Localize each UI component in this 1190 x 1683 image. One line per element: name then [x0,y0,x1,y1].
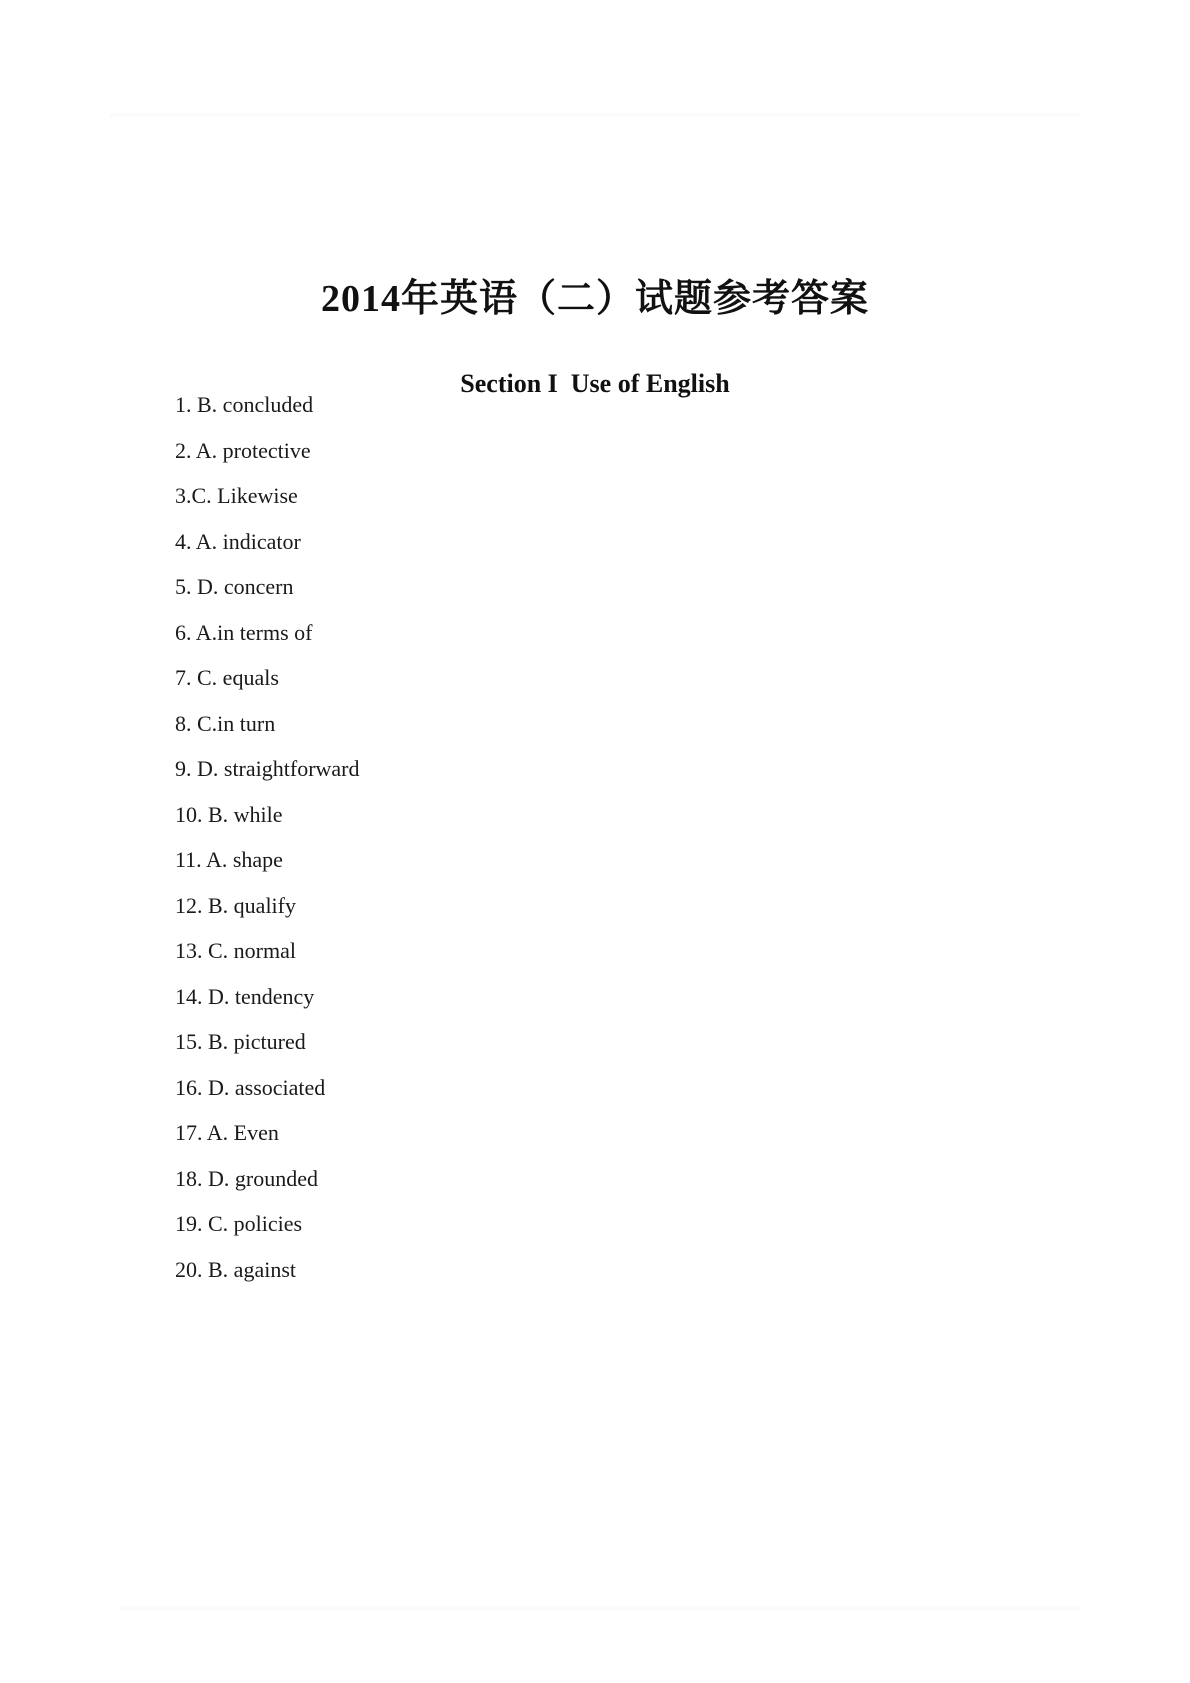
header-divider [110,112,1080,118]
answer-item: 12. B. qualify [175,892,296,918]
answer-item: 14. D. tendency [175,983,315,1009]
answer-item: 20. B. against [175,1256,296,1282]
page-title: 2014年英语（二）试题参考答案 [320,278,869,321]
answer-item: 13. C. normal [175,938,296,963]
answer-item: 5. D. concern [175,574,294,599]
answer-item: 4. A. indicator [175,528,301,554]
answer-item: 11. A. shape [175,847,283,872]
answer-item: 6. A.in terms of [175,619,313,645]
answer-item: 8. C.in turn [175,710,276,736]
answer-item: 16. D. associated [175,1074,326,1100]
answer-item: 2. A. protective [175,437,311,463]
footer-divider [120,1606,1080,1612]
answer-item: 3.C. Likewise [175,483,298,508]
answer-item: 10. B. while [175,801,283,827]
answer-item: 15. B. pictured [175,1029,306,1054]
answer-item: 18. D. grounded [175,1165,318,1191]
answer-item: 17. A. Even [175,1120,279,1145]
answer-item: 19. C. policies [175,1211,303,1236]
answer-list [175,390,360,1300]
answer-item: 1. B. concluded [175,392,314,417]
answer-item: 9. D. straightforward [175,756,360,781]
answer-item: 7. C. equals [175,665,279,690]
section-heading: Section I Use of English [460,368,730,398]
